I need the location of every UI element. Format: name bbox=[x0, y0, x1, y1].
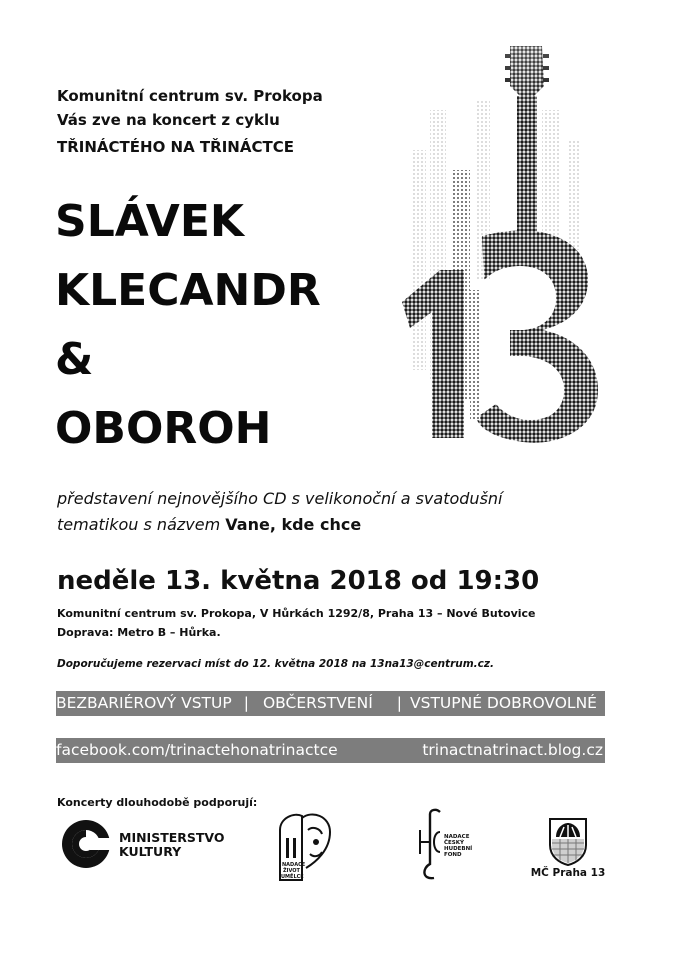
svg-text:HUDEBNÍ: HUDEBNÍ bbox=[444, 846, 473, 852]
facebook-link[interactable]: facebook.com/trinactehonatrinactce bbox=[56, 741, 338, 759]
svg-text:UMĚLCE: UMĚLCE bbox=[281, 874, 304, 880]
blog-link[interactable]: trinactnatrinact.blog.cz bbox=[422, 741, 603, 759]
event-address: Komunitní centrum sv. Prokopa, V Hůrkách 1292/8, Praha 13 – Nové Butovice bbox=[57, 607, 536, 620]
svg-text:ŽIVOT: ŽIVOT bbox=[283, 868, 300, 874]
performer-name-line-4: OBOROH bbox=[55, 403, 272, 454]
info-barrier-free: BEZBARIÉROVÝ VSTUP bbox=[56, 694, 232, 712]
info-separator: | bbox=[396, 694, 403, 712]
event-date: neděle 13. května 2018 od 19:30 bbox=[57, 566, 540, 596]
info-separator: | bbox=[243, 694, 249, 712]
performer-name-line-2: KLECANDR bbox=[55, 265, 321, 316]
album-title: Vane, kde chce bbox=[225, 515, 362, 534]
nadace-zivot-umelce-logo bbox=[272, 810, 338, 884]
thirteen-guitar-logo bbox=[392, 40, 614, 448]
event-description bbox=[57, 486, 617, 538]
sponsors-heading: Koncerty dlouhodobě podporují: bbox=[57, 796, 258, 809]
event-transport: Doprava: Metro B – Hůrka. bbox=[57, 626, 221, 639]
info-bar bbox=[56, 691, 605, 716]
theatre-mask-icon bbox=[272, 810, 338, 884]
links-bar bbox=[56, 738, 605, 763]
svg-text:ČESKÝ: ČESKÝ bbox=[444, 840, 464, 846]
invitation-line: Vás zve na koncert z cyklu bbox=[57, 111, 280, 129]
reservation-note: Doporučujeme rezervaci míst do 12. května 2018 na 13na13@centrum.cz. bbox=[57, 658, 494, 670]
description-line-2-prefix: tematikou s názvem bbox=[57, 515, 226, 534]
ministry-name-line-1: MINISTERSTVO bbox=[119, 830, 225, 845]
guitar-icon bbox=[392, 40, 614, 448]
district-coat-of-arms-icon bbox=[528, 817, 608, 867]
organizer-line: Komunitní centrum sv. Prokopa bbox=[57, 87, 323, 105]
ministry-of-culture-logo bbox=[60, 818, 230, 868]
svg-text:NADACE: NADACE bbox=[444, 834, 470, 840]
performer-name-line-1: SLÁVEK bbox=[55, 196, 244, 247]
ministry-emblem-icon bbox=[60, 818, 112, 870]
ministry-name-line-2: KULTURY bbox=[119, 844, 182, 859]
info-voluntary-entry: VSTUPNÉ DOBROVOLNÉ bbox=[410, 694, 597, 712]
svg-text:NADACE: NADACE bbox=[282, 862, 306, 868]
info-refreshments: OBČERSTVENÍ bbox=[262, 694, 373, 712]
nadace-cesky-hudebni-fond-logo bbox=[412, 808, 492, 882]
mc-praha-13-logo bbox=[528, 817, 608, 883]
svg-text:FOND: FOND bbox=[444, 852, 462, 858]
description-line-2 bbox=[57, 512, 617, 538]
district-name: MČ Praha 13 bbox=[530, 867, 606, 879]
ministry-name bbox=[119, 831, 225, 859]
series-title: TŘINÁCTÉHO NA TŘINÁCTCE bbox=[57, 138, 294, 156]
description-line-1: představení nejnovějšího CD s velikonoční a svatodušní bbox=[57, 489, 503, 508]
music-fund-emblem-icon bbox=[412, 808, 492, 882]
performer-ampersand: & bbox=[55, 334, 94, 385]
